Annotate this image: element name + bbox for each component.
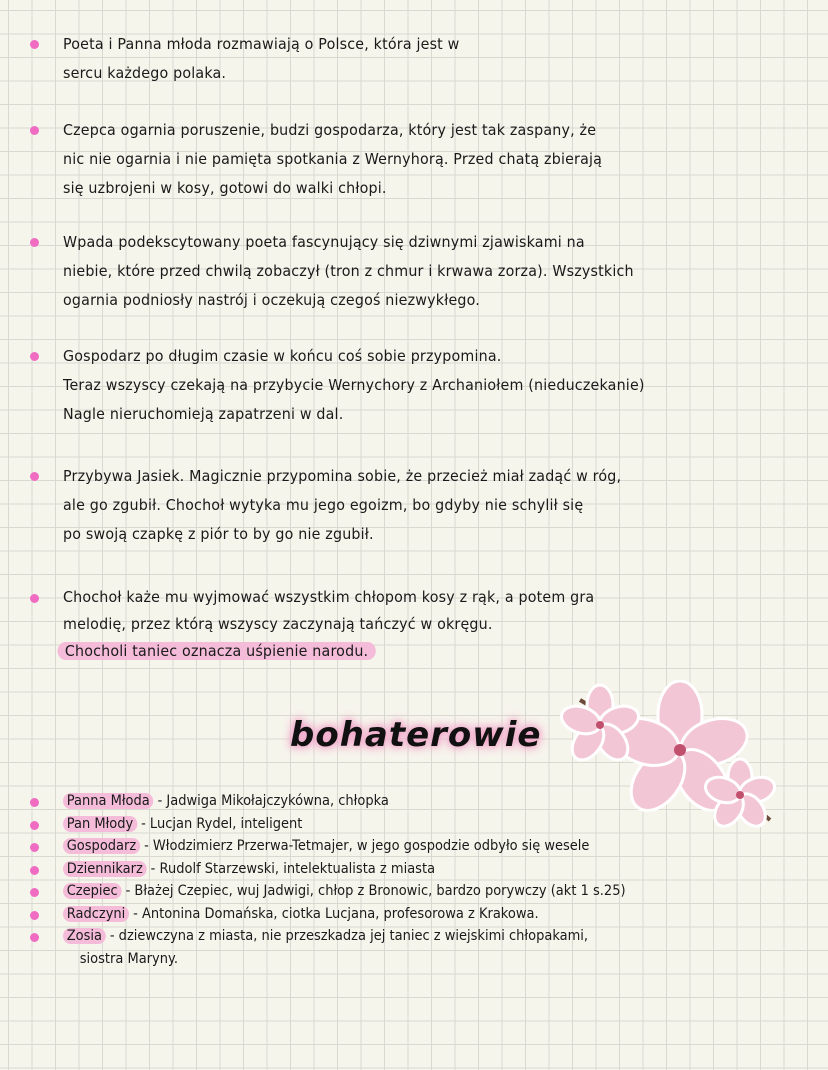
paragraph-3	[63, 228, 634, 315]
paragraph-5	[63, 462, 621, 549]
bullet-icon	[30, 40, 39, 49]
list-item	[63, 858, 626, 881]
character-desc: - Błażej Czepiec, wuj Jadwigi, chłop z Bronowic, bardzo porywczy (akt 1 s.25)	[121, 883, 626, 899]
list-item	[63, 903, 626, 926]
text-line: Czepca ogarnia poruszenie, budzi gospodarza, który jest tak zaspany, że	[63, 121, 597, 139]
bullet-icon	[30, 126, 39, 135]
character-name: Dziennikarz	[63, 861, 147, 877]
list-item	[63, 880, 626, 903]
text-line: po swoją czapkę z piór to by go nie zgubił.	[63, 525, 374, 543]
text-line: ale go zgubił. Chochoł wytyka mu jego egoizm, bo gdyby nie schylił się	[63, 496, 584, 514]
bullet-icon	[30, 821, 39, 830]
list-item	[63, 925, 626, 948]
text-line: Chochoł każe mu wyjmować wszystkim chłopom kosy z rąk, a potem gra	[63, 588, 595, 606]
text-line: niebie, które przed chwilą zobaczył (tron z chmur i krwawa zorza). Wszystkich	[63, 262, 634, 280]
bullet-icon	[30, 888, 39, 897]
text-line: Gospodarz po długim czasie w końcu coś sobie przypomina.	[63, 347, 502, 365]
character-desc: - Włodzimierz Przerwa-Tetmajer, w jego gospodzie odbyło się wesele	[139, 838, 590, 854]
paragraph-6	[63, 584, 594, 665]
bullet-icon	[30, 866, 39, 875]
list-item	[63, 790, 626, 813]
text-line: Przybywa Jasiek. Magicznie przypomina sobie, że przecież miał zadąć w róg,	[63, 467, 622, 485]
bullet-icon	[30, 352, 39, 361]
character-name: Panna Młoda	[63, 793, 153, 809]
text-line: Nagle nieruchomieją zapatrzeni w dal.	[63, 405, 344, 423]
characters-list	[63, 790, 626, 970]
bullet-icon	[30, 238, 39, 247]
bullet-icon	[30, 472, 39, 481]
list-item	[63, 835, 626, 858]
character-desc: - dziewczyna z miasta, nie przeszkadza jej taniec z wiejskimi chłopakami,	[105, 928, 589, 944]
text-line: się uzbrojeni w kosy, gotowi do walki chłopi.	[63, 179, 387, 197]
character-name: Zosia	[63, 928, 106, 944]
character-name: Gospodarz	[63, 838, 140, 854]
character-name: Pan Młody	[63, 816, 137, 832]
bullet-icon	[30, 843, 39, 852]
text-line: Poeta i Panna młoda rozmawiają o Polsce, która jest w	[63, 35, 460, 53]
bullet-icon	[30, 594, 39, 603]
bullet-icon	[30, 933, 39, 942]
character-desc: - Antonina Domańska, ciotka Lucjana, profesorowa z Krakowa.	[129, 905, 539, 922]
list-item	[63, 813, 626, 836]
text-line: Wpada podekscytowany poeta fascynujący się dziwnymi zjawiskami na	[63, 233, 585, 251]
highlighted-note: Chocholi taniec oznacza uśpienie narodu.	[57, 642, 375, 660]
character-name: Czepiec	[63, 883, 121, 899]
character-desc: - Lucjan Rydel, inteligent	[136, 815, 303, 832]
character-name: Radczyni	[63, 906, 129, 922]
character-desc: - Rudolf Starzewski, intelektualista z miasta	[146, 860, 436, 877]
text-line: Teraz wszyscy czekają na przybycie Wernychory z Archaniołem (nieduczekanie)	[63, 376, 645, 394]
text-line: melodię, przez którą wszyscy zaczynają tańczyć w okręgu.	[63, 615, 493, 633]
text-line: ogarnia podniosły nastrój i oczekują czegoś niezwykłego.	[63, 291, 481, 309]
character-desc-continued: siostra Maryny.	[79, 950, 178, 967]
text-line: nic nie ogarnia i nie pamięta spotkania z Wernyhorą. Przed chatą zbierają	[63, 150, 603, 168]
paragraph-2	[63, 116, 602, 203]
section-heading: bohaterowie	[290, 715, 542, 755]
bullet-icon	[30, 911, 39, 920]
bullet-icon	[30, 798, 39, 807]
paragraph-4	[63, 342, 645, 429]
paragraph-1	[63, 30, 460, 88]
text-line: sercu każdego polaka.	[63, 64, 227, 82]
character-desc: - Jadwiga Mikołajczykówna, chłopka	[153, 793, 389, 809]
